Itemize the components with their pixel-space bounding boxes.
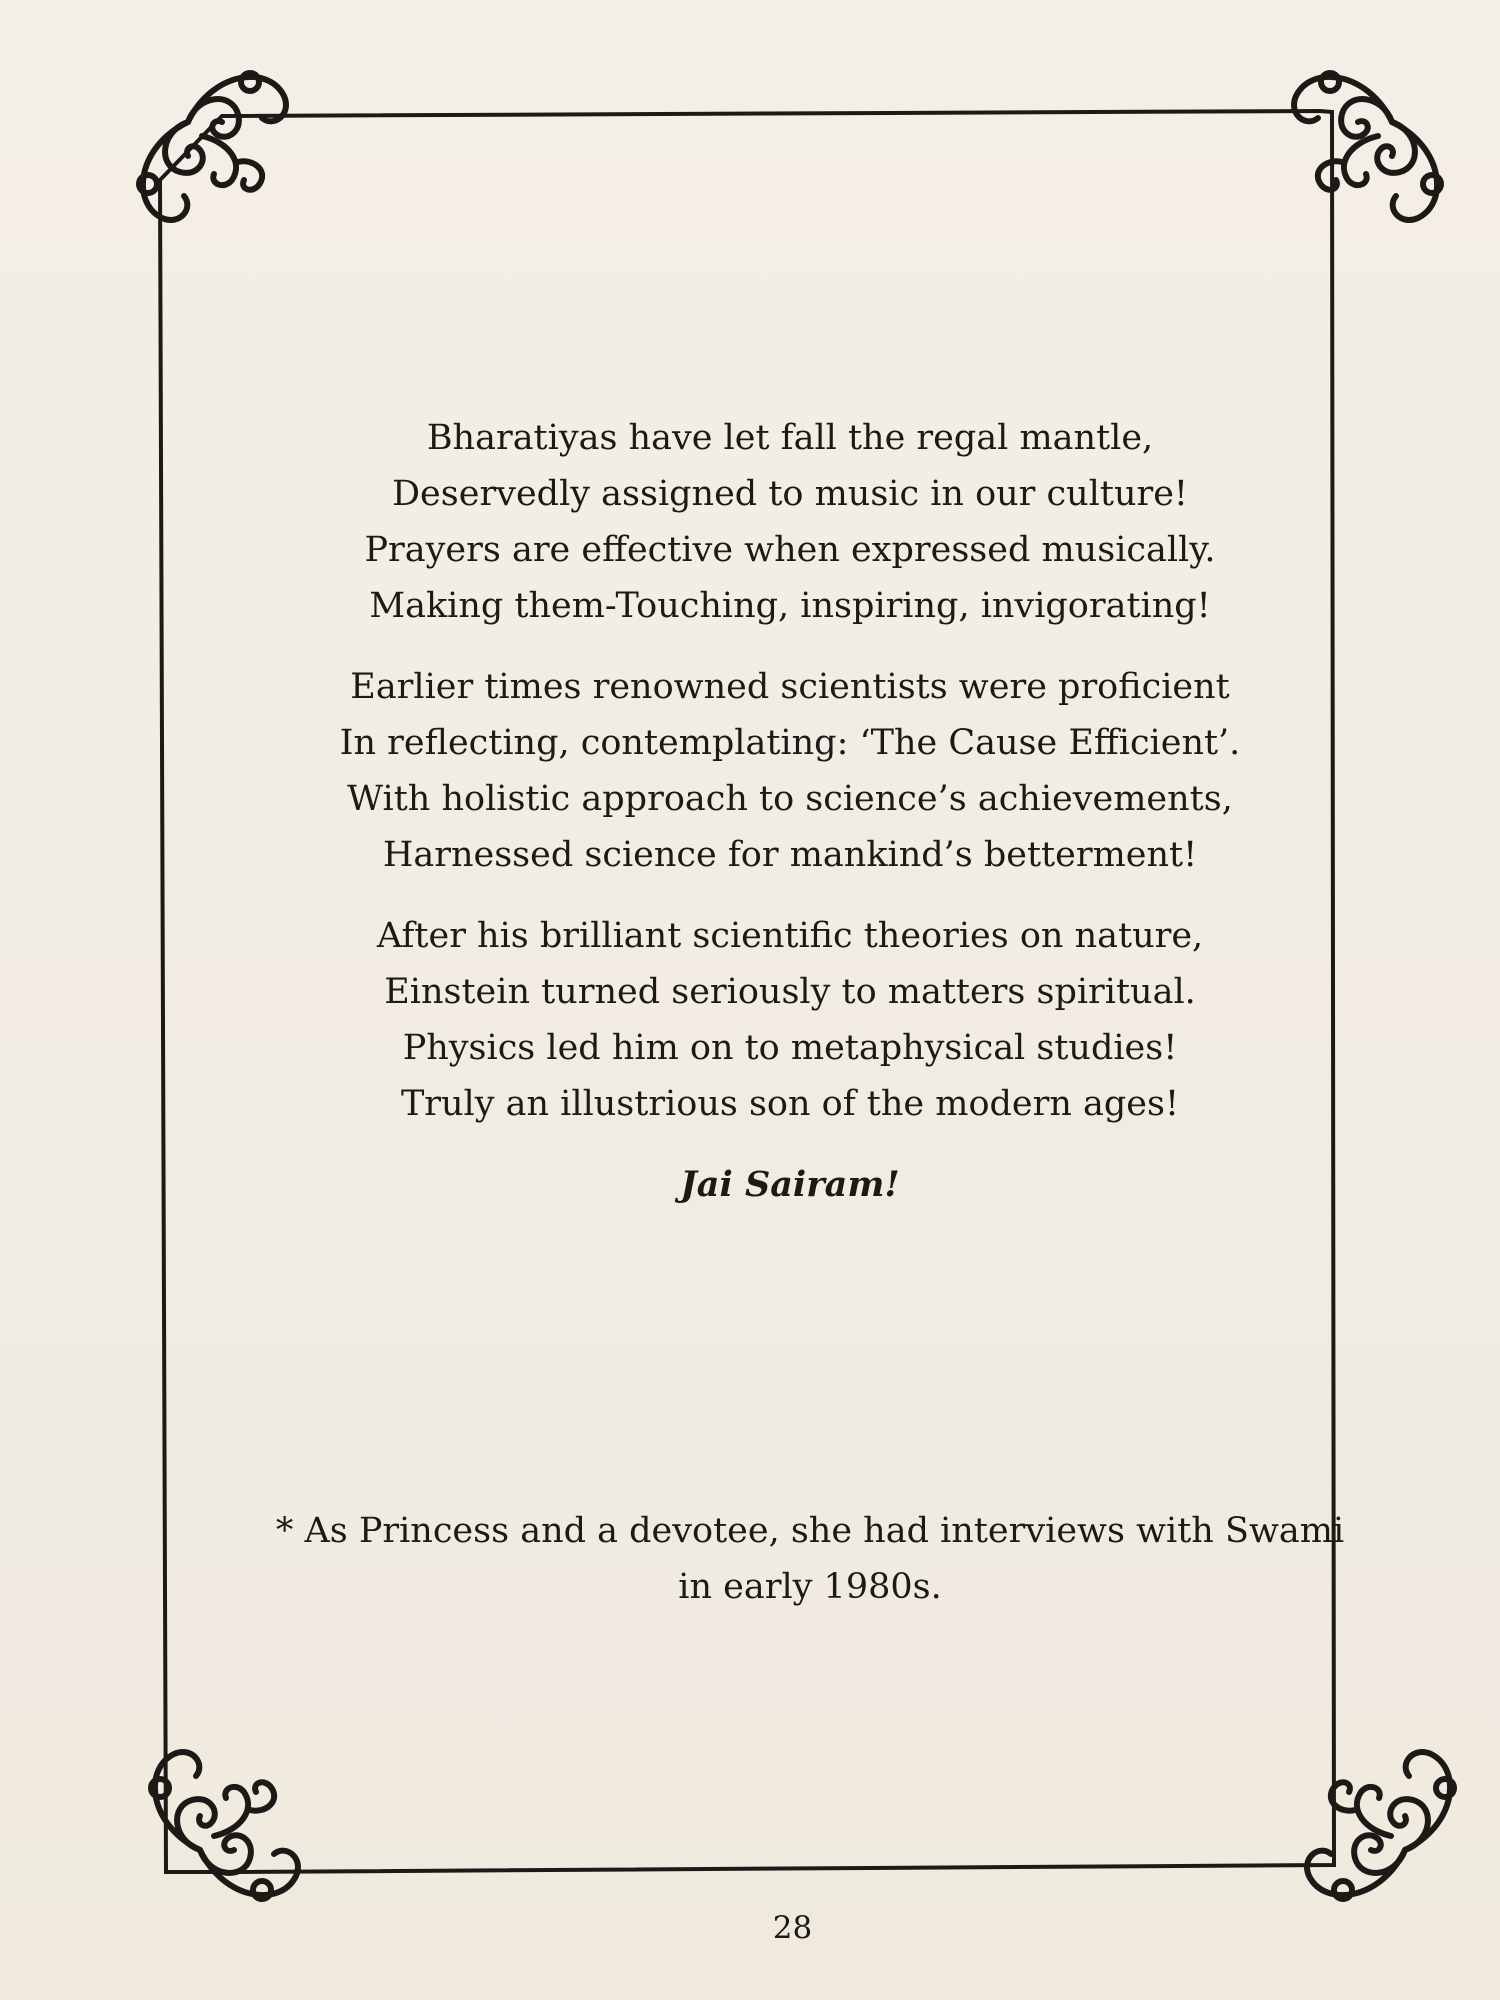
poem-line: With holistic approach to science’s achievements, [347, 779, 1233, 819]
poem-line: Truly an illustrious son of the modern ages! [400, 1084, 1180, 1124]
closing-salutation: Jai Sairam! [680, 1164, 900, 1205]
poem-line: Einstein turned seriously to matters spiritual. [384, 972, 1196, 1012]
footnote [200, 1503, 1420, 1615]
poem-line: Physics led him on to metaphysical studies! [402, 1028, 1178, 1068]
stanza [180, 410, 1400, 634]
poem [180, 410, 1400, 1213]
poem-line: Making them-Touching, inspiring, invigorating! [369, 586, 1211, 626]
poem-line: In reflecting, contemplating: ‘The Cause Efficient’. [339, 723, 1241, 763]
poem-line: Earlier times renowned scientists were proficient [350, 667, 1230, 707]
footnote-line: * As Princess and a devotee, she had interviews with Swami [275, 1511, 1345, 1551]
page-number: 28 [772, 1910, 813, 1946]
corner-ornament-bottom-left [151, 1752, 298, 1899]
poem-line: Prayers are effective when expressed musically. [364, 530, 1216, 570]
poem-line: After his brilliant scientific theories on nature, [376, 916, 1204, 956]
corner-ornament-top-right [1294, 73, 1441, 220]
corner-ornament-bottom-right [1307, 1752, 1454, 1899]
stanza [180, 659, 1400, 883]
stanza [180, 908, 1400, 1132]
poem-line: Harnessed science for mankind’s betterment! [382, 835, 1198, 875]
footnote-line: in early 1980s. [678, 1567, 942, 1607]
poem-line: Deservedly assigned to music in our culture! [392, 474, 1188, 514]
poem-line: Bharatiyas have let fall the regal mantle, [426, 418, 1154, 458]
